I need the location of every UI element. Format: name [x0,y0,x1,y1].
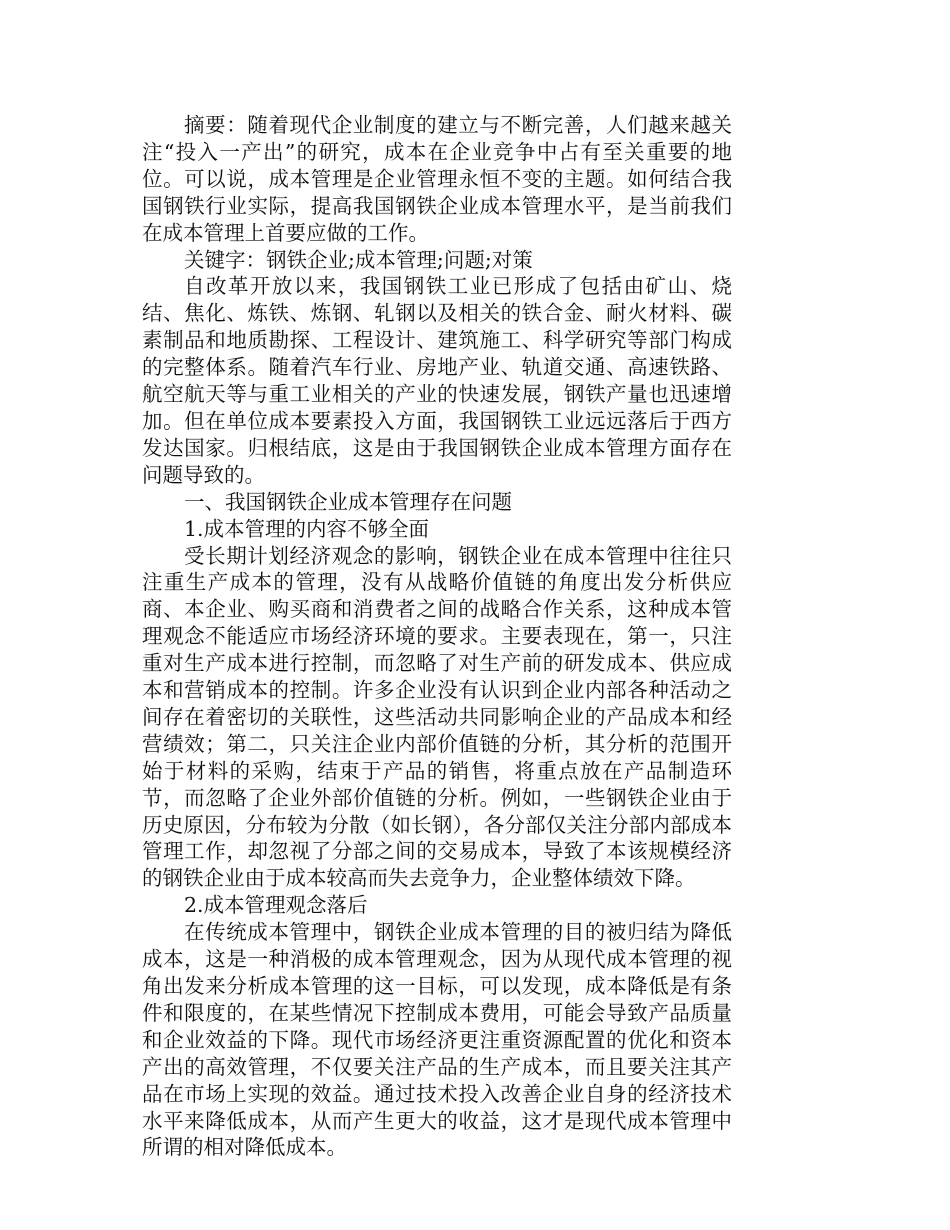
subsection-heading-2: 2.成本管理观念落后 [184,893,368,918]
subsection-heading-1: 1.成本管理的内容不够全面 [184,516,430,541]
intro-paragraph: 自改革开放以来，我国钢铁工业已形成了包括由矿山、烧结、焦化、炼铁、炼钢、轧钢以及相关的铁合金、耐火材料、碳素制品和地质勘探、工程设计、建筑施工、科学研究等部门构成的完整体系。随着汽车行业、房地产业、轨道交通、高速铁路、航空航天等与重工业相关的产业的快速发展，钢铁产量也迅速增加。但在单位成本要素投入方面，我国钢铁工业远远落后于西方发达国家。归根结底，这是由于我国钢铁企业成本管理方面存在问题导致的。 [142,274,732,487]
keywords-paragraph: 关键字：钢铁企业;成本管理;问题;对策 [184,247,533,272]
body-paragraph-1: 受长期计划经济观念的影响，钢铁企业在成本管理中往往只注重生产成本的管理，没有从战略价值链的角度出发分析供应商、本企业、购买商和消费者之间的战略合作关系，这种成本管理观念不能适应市场经济环境的要求。主要表现在，第一，只注重对生产成本进行控制，而忽略了对生产前的研发成本、供应成本和营销成本的控制。许多企业没有认识到企业内部各种活动之间存在着密切的关联性，这些活动共同影响企业的产品成本和经营绩效；第二，只关注企业内部价值链的分析，其分析的范围开始于材料的采购，结束于产品的销售，将重点放在产品制造环节，而忽略了企业外部价值链的分析。例如，一些钢铁企业由于历史原因，分布较为分散（如长钢），各分部仅关注分部内部成本管理工作，却忽视了分部之间的交易成本，导致了本该规模经济的钢铁企业由于成本较高而失去竞争力，企业整体绩效下降。 [142,543,732,891]
abstract-paragraph: 摘要：随着现代企业制度的建立与不断完善，人们越来越关注“投入一产出”的研究，成本在企业竞争中占有至关重要的地位。可以说，成本管理是企业管理永恒不变的主题。如何结合我国钢铁行业实际，提高我国钢铁企业成本管理水平，是当前我们在成本管理上首要应做的工作。 [142,113,732,245]
document-body [142,112,732,1161]
section-heading-1: 一、我国钢铁企业成本管理存在问题 [184,489,512,514]
body-paragraph-2: 在传统成本管理中，钢铁企业成本管理的目的被归结为降低成本，这是一种消极的成本管理观念，因为从现代成本管理的视角出发来分析成本管理的这一目标，可以发现，成本降低是有条件和限度的，在某些情况下控制成本费用，可能会导致产品质量和企业效益的下降。现代市场经济更注重资源配置的优化和资本产出的高效管理，不仅要关注产品的生产成本，而且要关注其产品在市场上实现的效益。通过技术投入改善企业自身的经济技术水平来降低成本，从而产生更大的收益，这才是现代成本管理中所谓的相对降低成本。 [142,920,732,1160]
